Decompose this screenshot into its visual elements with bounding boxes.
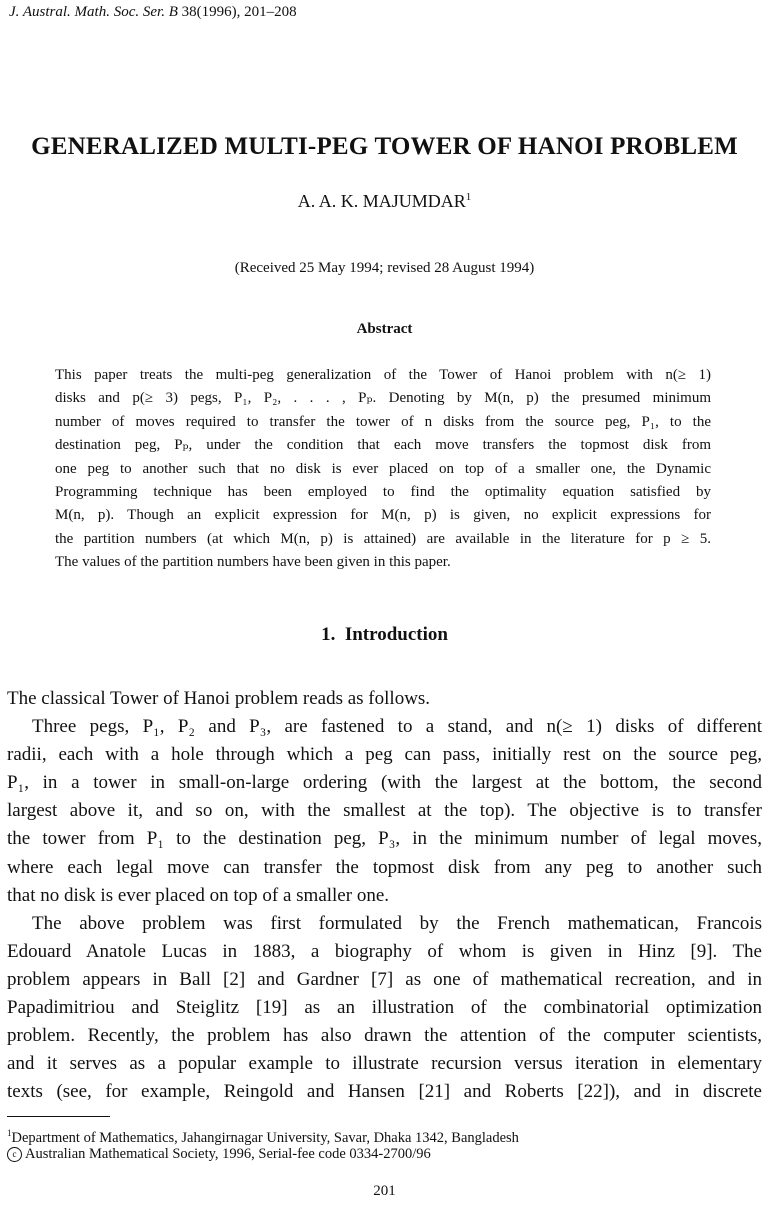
section-number: 1. [321,624,336,645]
footnote-mark: 1 [7,1128,12,1138]
abstract-heading: Abstract [356,321,413,337]
abstract-line: destination peg, Pₚ, under the condition that each move transfers the topmost disk from [55,437,711,454]
abstract-body [55,364,711,575]
body-line: the tower from P₁ to the destination peg, P₃, in the minimum number of legal moves, [7,828,762,850]
body-line: Three pegs, P₁, P₂ and P₃, are fastened to a stand, and n(≥ 1) disks of different [32,716,762,738]
footnote-rule [7,1116,110,1117]
page-number: 201 [373,1183,396,1199]
body-line: Edouard Anatole Lucas in 1883, a biography of whom is given in Hinz [9]. The [7,940,762,962]
author-name: A. A. K. MAJUMDAR [297,191,466,211]
paper-title: GENERALIZED MULTI-PEG TOWER OF HANOI PROBLEM [31,133,738,160]
body-line: problem appears in Ball [2] and Gardner [7] as one of mathematical recreation, and in [7,968,762,990]
body-line: largest above it, and so on, with the smallest at the top). The objective is to transfer [7,800,762,822]
abstract-line: one peg to another such that no disk is ever placed on top of a smaller one, the Dynamic [55,460,711,477]
body-line: Papadimitriou and Steiglitz [19] as an illustration of the combinatorial optimization [7,997,762,1019]
abstract-line: disks and p(≥ 3) pegs, P₁, P₂, . . . , Pₚ. Denoting by M(n, p) the presumed minimum [55,390,711,407]
section-title: Introduction [344,624,448,645]
body-line: The classical Tower of Hanoi problem reads as follows. [7,688,431,709]
body-line: that no disk is ever placed on top of a smaller one. [7,884,390,906]
abstract-line: Programming technique has been employed to find the optimality equation satisfied by [55,483,711,500]
section-heading [0,624,769,646]
journal-name: J. Austral. Math. Soc. Ser. B [9,4,178,20]
running-head [9,4,297,21]
abstract-line: The values of the partition numbers have been given in this paper. [55,554,451,571]
abstract-line: the partition numbers (at which M(n, p) is attained) are available in the literature for p ≥ 5. [55,530,711,547]
abstract-line: M(n, p). Though an explicit expression for M(n, p) is given, no explicit expressions for [55,507,711,524]
author-footnote-mark: 1 [465,191,472,203]
body-line: P₁, in a tower in small-on-large ordering (with the largest at the bottom, the second [7,772,762,794]
body-text [7,685,762,1106]
body-line: where each legal move can transfer the topmost disk from any peg to another such [7,856,762,878]
body-line: and it serves as a popular example to illustrate recursion versus iteration in elementary [7,1053,762,1075]
body-line: radii, each with a hole through which a peg can pass, initially rest on the source peg, [7,744,762,766]
body-line: texts (see, for example, Reingold and Hansen [21] and Roberts [22]), and in discrete [7,1081,762,1103]
copyright-text: Australian Mathematical Society, 1996, Serial-fee code 0334-2700/96 [25,1146,431,1162]
abstract-line: number of moves required to transfer the tower of n disks from the source peg, P₁, to the [55,413,711,430]
citation: 38(1996), 201–208 [177,4,297,20]
copyright-line [7,1146,431,1163]
body-line: The above problem was first formulated by the French mathematican, Francois [32,912,762,934]
received-dates: (Received 25 May 1994; revised 28 August 1994) [234,260,535,276]
footnote-text: Department of Mathematics, Jahangirnagar University, Savar, Dhaka 1342, Bangladesh [11,1129,519,1146]
abstract-line: This paper treats the multi-peg generalization of the Tower of Hanoi problem with n(≥ 1) [55,367,711,383]
author [0,191,769,212]
body-line: problem. Recently, the problem has also drawn the attention of the computer scientists, [7,1025,762,1047]
copyright-icon: c [7,1147,22,1162]
